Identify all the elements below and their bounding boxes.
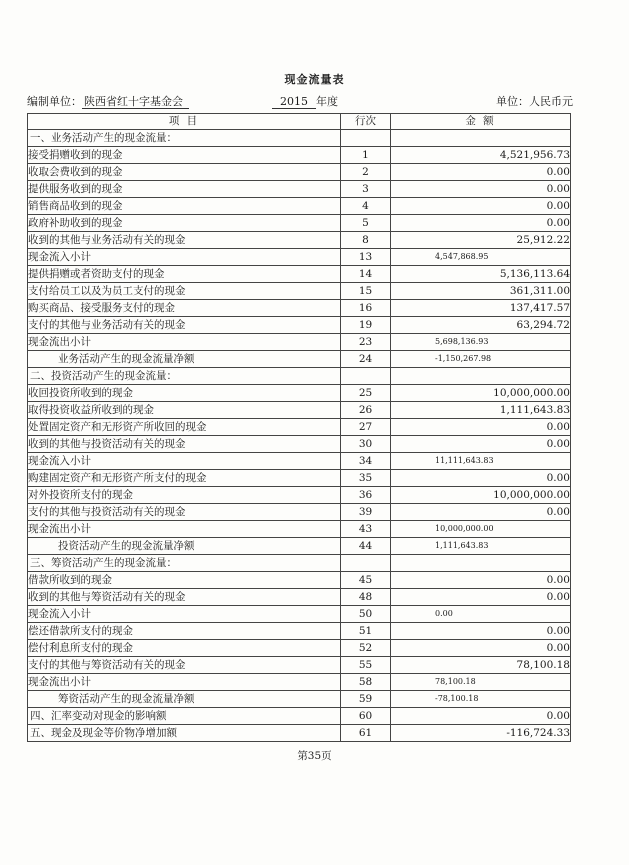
row-amount: 78,100.18 [391,657,571,674]
row-item-label: 收到的其他与业务活动有关的现金 [28,232,341,249]
row-amount: 5,698,136.93 [391,334,571,351]
table-row [28,504,571,521]
row-amount: 78,100.18 [391,674,571,691]
row-amount: 63,294.72 [391,317,571,334]
row-line-number: 25 [341,385,391,402]
row-amount: 0.00 [391,504,571,521]
row-item-label: 五、现金及现金等价物净增加额 [28,725,341,742]
table-row [28,215,571,232]
row-amount: 0.00 [391,470,571,487]
row-line-number: 36 [341,487,391,504]
row-amount: -116,724.33 [391,725,571,742]
table-row [28,317,571,334]
table-header-row [28,114,571,130]
row-item-label: 投资活动产生的现金流量净额 [28,538,341,555]
row-item-label: 取得投资收益所收到的现金 [28,402,341,419]
reporting-entity [27,93,189,109]
row-amount: 5,136,113.64 [391,266,571,283]
row-amount: 10,000,000.00 [391,487,571,504]
row-item-label: 二、投资活动产生的现金流量： [28,368,341,385]
reporting-entity-value: 陕西省红十字基金会 [82,95,189,109]
table-row [28,453,571,470]
row-line-number: 34 [341,453,391,470]
row-item-label: 现金流出小计 [28,334,341,351]
row-line-number: 51 [341,623,391,640]
row-item-label: 收回投资所收到的现金 [28,385,341,402]
table-row [28,470,571,487]
row-item-label: 三、筹资活动产生的现金流量： [28,555,341,572]
row-item-label: 筹资活动产生的现金流量净额 [28,691,341,708]
cash-flow-table [27,113,571,742]
row-item-label: 一、业务活动产生的现金流量： [28,130,341,147]
table-row [28,402,571,419]
row-item-label: 收到的其他与筹资活动有关的现金 [28,589,341,606]
row-line-number: 60 [341,708,391,725]
table-row [28,232,571,249]
table-row [28,334,571,351]
table-row [28,300,571,317]
row-line-number [341,555,391,572]
table-row [28,589,571,606]
table-row [28,181,571,198]
column-header-line: 行次 [341,114,391,130]
row-item-label: 政府补助收到的现金 [28,215,341,232]
row-line-number: 15 [341,283,391,300]
table-row [28,368,571,385]
row-line-number: 48 [341,589,391,606]
row-line-number: 27 [341,419,391,436]
row-line-number: 39 [341,504,391,521]
row-amount: 10,000,000.00 [391,521,571,538]
table-row [28,351,571,368]
row-item-label: 购买商品、接受服务支付的现金 [28,300,341,317]
row-line-number: 59 [341,691,391,708]
row-item-label: 处置固定资产和无形资产所收回的现金 [28,419,341,436]
row-line-number: 16 [341,300,391,317]
row-item-label: 支付给员工以及为员工支付的现金 [28,283,341,300]
row-item-label: 现金流入小计 [28,606,341,623]
row-item-label: 借款所收到的现金 [28,572,341,589]
page-number: 第35页 [297,750,332,762]
table-row [28,555,571,572]
table-row [28,708,571,725]
row-line-number: 44 [341,538,391,555]
row-amount: 0.00 [391,572,571,589]
row-item-label: 业务活动产生的现金流量净额 [28,351,341,368]
row-amount [391,368,571,385]
row-amount: 0.00 [391,606,571,623]
row-item-label: 现金流出小计 [28,674,341,691]
table-row [28,623,571,640]
row-line-number: 5 [341,215,391,232]
table-row [28,521,571,538]
row-amount: -1,150,267.98 [391,351,571,368]
row-amount: -78,100.18 [391,691,571,708]
row-line-number: 3 [341,181,391,198]
currency-unit: 单位：人民币元 [496,95,573,108]
column-header-item: 项 目 [28,114,341,130]
row-line-number: 58 [341,674,391,691]
row-line-number: 45 [341,572,391,589]
row-item-label: 支付的其他与投资活动有关的现金 [28,504,341,521]
row-amount: 1,111,643.83 [391,402,571,419]
row-item-label: 对外投资所支付的现金 [28,487,341,504]
row-amount: 0.00 [391,181,571,198]
row-amount: 0.00 [391,623,571,640]
table-row [28,385,571,402]
table-row [28,487,571,504]
row-amount: 0.00 [391,215,571,232]
table-row [28,725,571,742]
row-item-label: 偿还借款所支付的现金 [28,623,341,640]
row-item-label: 提供服务收到的现金 [28,181,341,198]
table-row [28,164,571,181]
row-item-label: 支付的其他与筹资活动有关的现金 [28,657,341,674]
row-item-label: 收取会费收到的现金 [28,164,341,181]
reporting-entity-label: 编制单位： [27,95,82,108]
row-line-number: 23 [341,334,391,351]
row-amount: 11,111,643.83 [391,453,571,470]
row-item-label: 提供捐赠或者资助支付的现金 [28,266,341,283]
row-line-number: 24 [341,351,391,368]
table-row [28,266,571,283]
table-row [28,249,571,266]
row-amount: 0.00 [391,708,571,725]
row-line-number: 61 [341,725,391,742]
table-row [28,657,571,674]
row-item-label: 现金流出小计 [28,521,341,538]
table-row [28,691,571,708]
row-item-label: 现金流入小计 [28,249,341,266]
row-line-number: 52 [341,640,391,657]
table-row [28,130,571,147]
row-amount [391,130,571,147]
row-amount: 0.00 [391,589,571,606]
row-item-label: 偿付利息所支付的现金 [28,640,341,657]
row-line-number: 30 [341,436,391,453]
row-amount: 4,521,956.73 [391,147,571,164]
row-line-number: 55 [341,657,391,674]
row-amount: 0.00 [391,198,571,215]
row-item-label: 收到的其他与投资活动有关的现金 [28,436,341,453]
row-amount: 0.00 [391,640,571,657]
row-amount: 0.00 [391,419,571,436]
row-amount: 137,417.57 [391,300,571,317]
row-item-label: 四、汇率变动对现金的影响额 [28,708,341,725]
table-row [28,436,571,453]
fiscal-year-value: 2015 [272,95,316,109]
table-row [28,572,571,589]
row-line-number: 43 [341,521,391,538]
table-row [28,640,571,657]
row-line-number [341,130,391,147]
row-amount: 0.00 [391,164,571,181]
fiscal-year-suffix: 年度 [316,95,338,108]
row-line-number: 4 [341,198,391,215]
row-line-number: 19 [341,317,391,334]
row-line-number: 13 [341,249,391,266]
row-line-number: 50 [341,606,391,623]
table-row [28,147,571,164]
table-row [28,606,571,623]
row-amount: 4,547,868.95 [391,249,571,266]
row-line-number: 35 [341,470,391,487]
row-item-label: 现金流入小计 [28,453,341,470]
table-row [28,419,571,436]
row-amount [391,555,571,572]
row-item-label: 接受捐赠收到的现金 [28,147,341,164]
row-line-number: 2 [341,164,391,181]
document-title: 现金流量表 [284,73,345,86]
row-line-number: 1 [341,147,391,164]
fiscal-year [272,93,338,109]
row-amount: 25,912.22 [391,232,571,249]
row-line-number [341,368,391,385]
row-item-label: 销售商品收到的现金 [28,198,341,215]
row-amount: 361,311.00 [391,283,571,300]
row-amount: 0.00 [391,436,571,453]
row-line-number: 14 [341,266,391,283]
row-line-number: 8 [341,232,391,249]
table-row [28,198,571,215]
table-body [28,130,571,742]
row-line-number: 26 [341,402,391,419]
row-amount: 10,000,000.00 [391,385,571,402]
row-item-label: 支付的其他与业务活动有关的现金 [28,317,341,334]
row-item-label: 购建固定资产和无形资产所支付的现金 [28,470,341,487]
table-row [28,538,571,555]
table-row [28,283,571,300]
row-amount: 1,111,643.83 [391,538,571,555]
column-header-amount: 金 额 [391,114,571,130]
table-row [28,674,571,691]
